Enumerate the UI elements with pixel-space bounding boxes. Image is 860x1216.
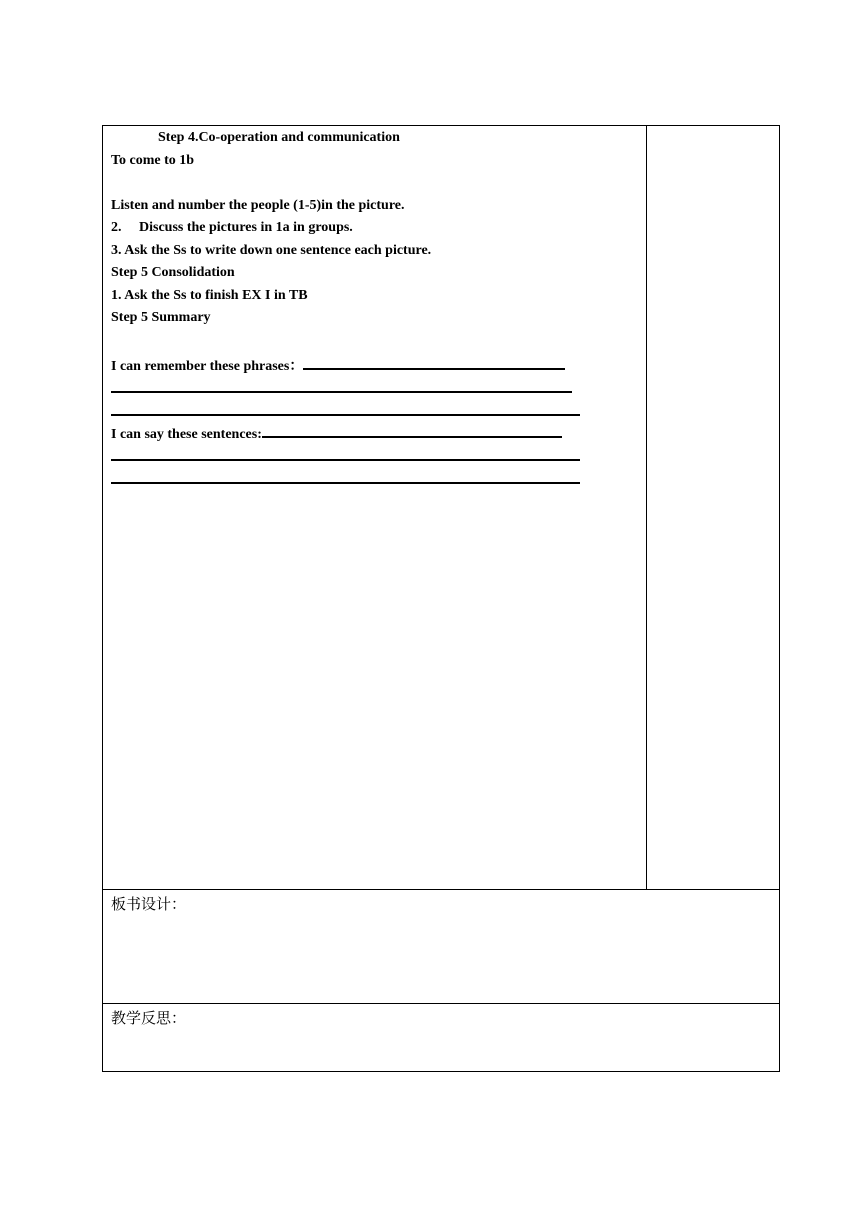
teaching-reflection-label: 教学反思： [111,1009,187,1027]
lesson-plan-table [102,125,780,1072]
step4-item-2-number: 2. [111,220,122,235]
phrases-prompt-line [111,354,565,376]
procedure-cell [103,126,647,889]
sentences-prompt-line [111,422,562,444]
procedure-row [103,126,779,890]
step4-come-to: To come to 1b [111,153,195,168]
phrases-blank-line-3[interactable] [111,414,580,416]
sentences-prompt: I can say these sentences: [111,427,262,442]
step5-consolidation-item-1: 1. Ask the Ss to finish EX I in TB [111,288,308,303]
notes-cell [647,126,779,889]
blackboard-design-label: 板书设计： [111,895,187,913]
step5-consolidation-title: Step 5 Consolidation [111,265,235,280]
step4-item-1: Listen and number the people (1-5)in the picture. [111,198,405,213]
sentences-blank[interactable] [262,422,562,438]
step4-item-2 [111,219,353,237]
phrases-blank-line-2[interactable] [111,391,572,393]
step4-title: Step 4.Co-operation and communication [158,130,400,145]
step5-summary-title: Step 5 Summary [111,310,211,325]
blackboard-design-row [103,890,779,1004]
sentences-blank-line-3[interactable] [111,482,580,484]
step4-item-3: 3. Ask the Ss to write down one sentence each picture. [111,243,432,258]
phrases-blank[interactable] [303,354,565,370]
phrases-prompt: I can remember these phrases： [111,359,304,374]
sentences-blank-line-2[interactable] [111,459,580,461]
teaching-reflection-row [103,1004,779,1071]
step4-item-2-text: Discuss the pictures in 1a in groups. [139,220,353,235]
